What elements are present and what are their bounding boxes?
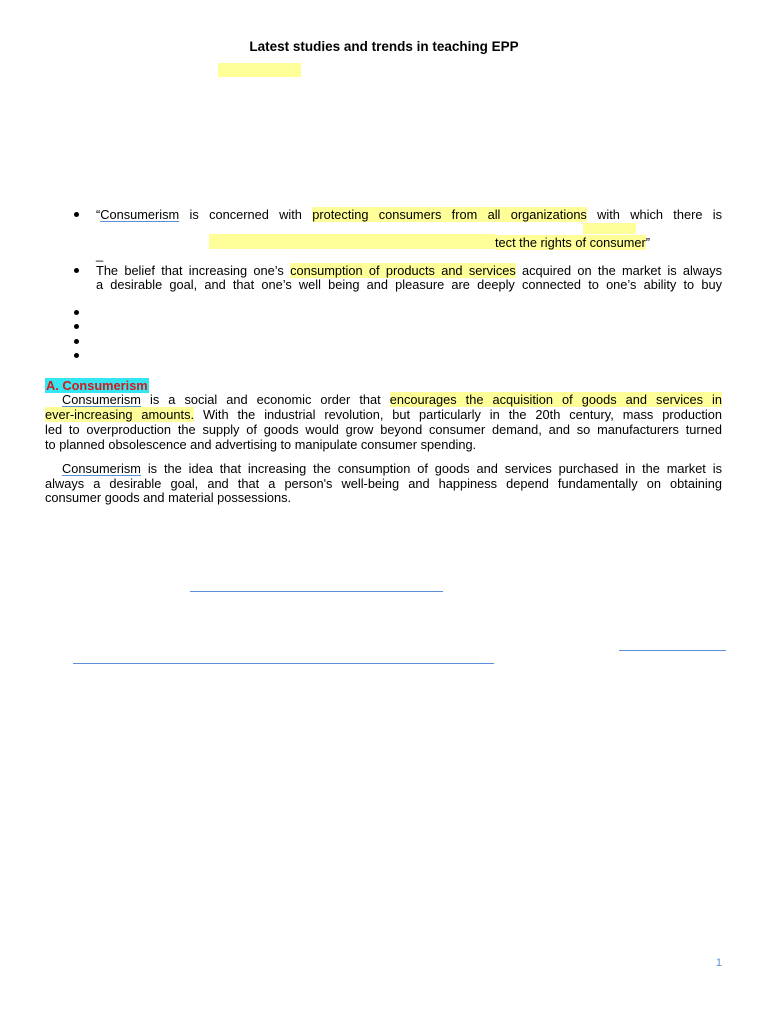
bullet-2-line-2: a desirable goal, and that one’s well being and pleasure are deeply connected to one’s ability to buy <box>96 277 722 292</box>
para-1-text-b: With the industrial revolution, but particularly in the 20th century, mass production <box>194 407 722 422</box>
open-quote: “ <box>96 207 101 222</box>
bullet-dot-6 <box>74 353 79 358</box>
bullet-dot-2 <box>74 268 79 273</box>
bullet-1-line-1 <box>96 207 722 222</box>
para-1-line-4: to planned obsolescence and advertising to manipulate consumer spending. <box>45 437 477 452</box>
document-title: Latest studies and trends in teaching EPP <box>249 39 519 54</box>
bullet-2-line-1 <box>96 263 722 278</box>
para-1-highlight-1: encourages the acquisition of goods and services in <box>389 392 723 407</box>
bullet-1-highlight: protecting consumers from all organizations <box>312 207 587 222</box>
page-number: 1 <box>715 957 722 969</box>
bullet-2-text-b: acquired on the market is always <box>515 263 722 278</box>
highlight-mark-small <box>583 223 636 234</box>
para-1-highlight-2: ever-increasing amounts. <box>45 407 195 422</box>
bullet-2-highlight: consumption of products and services <box>290 263 516 278</box>
bullet-dot-1 <box>74 212 79 217</box>
highlight-mark-under-title <box>218 63 301 77</box>
bullet-dot-3 <box>74 310 79 315</box>
para-1-line-2 <box>45 407 722 422</box>
bullet-1-text-a: is concerned with <box>179 207 313 222</box>
para-1-line-3: led to overproduction the supply of goods would grow beyond consumer demand, and so manufacturers turned <box>45 422 722 437</box>
link-underline-1[interactable] <box>190 591 443 592</box>
link-underline-3[interactable] <box>73 663 494 664</box>
close-quote: ” <box>645 235 651 250</box>
link-underline-2[interactable] <box>619 650 726 651</box>
consumerism-link[interactable]: Consumerism <box>62 461 141 476</box>
bullet-1-line-2 <box>495 235 650 250</box>
para-2-line-2: always a desirable goal, and that a person's well-being and happiness depend fundamentally on obtaining <box>45 476 722 491</box>
highlight-mark-long <box>209 234 495 249</box>
para-2-line-1 <box>62 461 722 476</box>
bullet-dot-5 <box>74 339 79 344</box>
para-2-text-a: is the idea that increasing the consumption of goods and services purchased in the market is <box>140 461 722 476</box>
para-2-line-3: consumer goods and material possessions. <box>45 490 292 505</box>
para-1-line-1 <box>62 392 722 407</box>
bullet-1-dash: _ <box>96 247 104 262</box>
consumerism-link[interactable]: Consumerism <box>62 392 141 407</box>
bullet-2-text-a: The belief that increasing one’s <box>96 263 291 278</box>
bullet-1-line-2-highlight: tect the rights of consumer <box>495 235 646 250</box>
bullet-1-text-b: with which there is <box>586 207 723 222</box>
para-1-text-a: is a social and economic order that <box>140 392 390 407</box>
section-heading: A. Consumerism <box>46 378 148 393</box>
consumerism-link[interactable]: Consumerism <box>100 207 180 222</box>
bullet-dot-4 <box>74 324 79 329</box>
